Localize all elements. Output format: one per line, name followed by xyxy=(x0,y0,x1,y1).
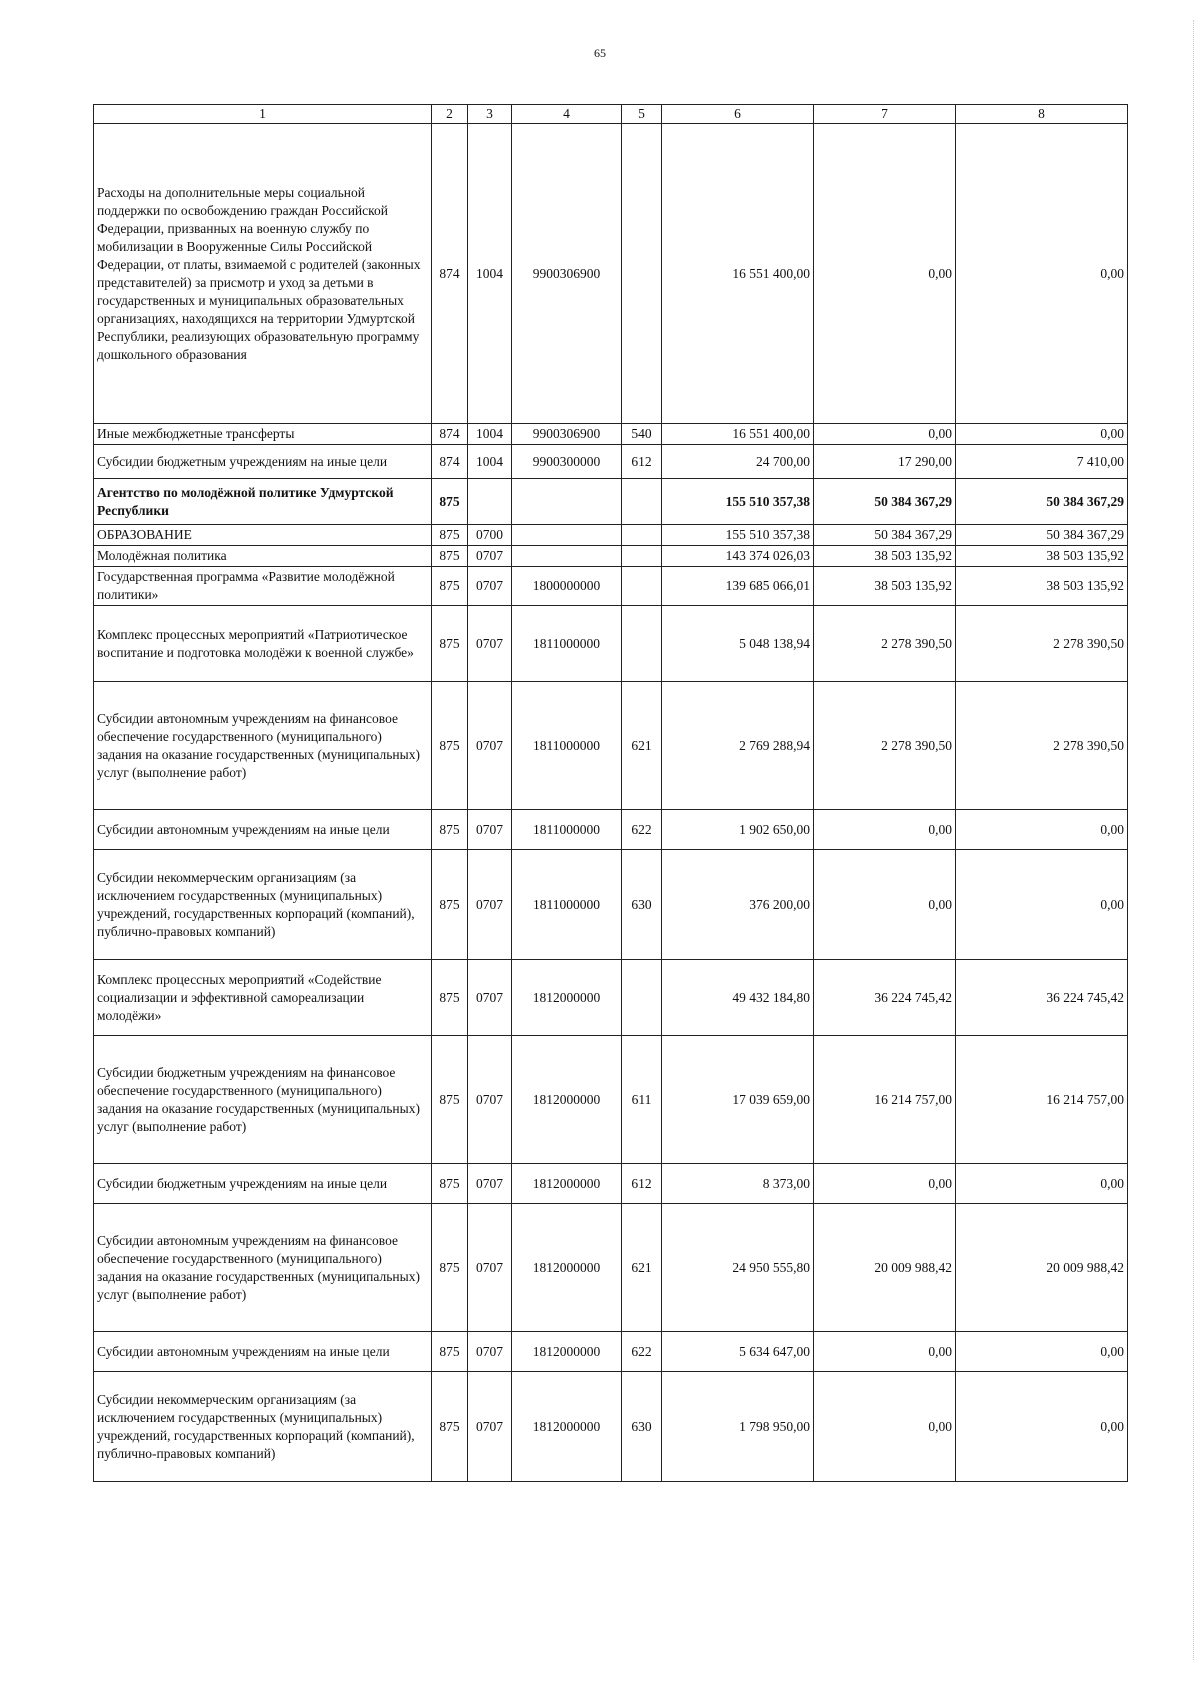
amount-1-cell: 143 374 026,03 xyxy=(662,546,814,567)
col-header: 4 xyxy=(512,105,622,124)
table-row xyxy=(94,567,1128,606)
table-row xyxy=(94,525,1128,546)
target-code-cell: 1812000000 xyxy=(512,1036,622,1164)
table-row xyxy=(94,1204,1128,1332)
amount-3-cell: 38 503 135,92 xyxy=(956,567,1128,606)
amount-2-cell: 0,00 xyxy=(814,1164,956,1204)
section-code-cell: 0707 xyxy=(468,850,512,960)
amount-3-cell: 0,00 xyxy=(956,850,1128,960)
ministry-code-cell: 875 xyxy=(432,567,468,606)
table-row xyxy=(94,1164,1128,1204)
table-row xyxy=(94,1036,1128,1164)
section-code-cell: 0707 xyxy=(468,810,512,850)
col-header: 2 xyxy=(432,105,468,124)
amount-2-cell: 17 290,00 xyxy=(814,445,956,479)
target-code-cell: 9900306900 xyxy=(512,424,622,445)
amount-2-cell: 36 224 745,42 xyxy=(814,960,956,1036)
section-code-cell: 1004 xyxy=(468,445,512,479)
amount-3-cell: 0,00 xyxy=(956,1372,1128,1482)
target-code-cell: 9900306900 xyxy=(512,124,622,424)
amount-1-cell: 5 048 138,94 xyxy=(662,606,814,682)
expense-type-cell xyxy=(622,479,662,525)
ministry-code-cell: 875 xyxy=(432,1036,468,1164)
expense-type-cell: 621 xyxy=(622,682,662,810)
col-header: 8 xyxy=(956,105,1128,124)
ministry-code-cell: 875 xyxy=(432,479,468,525)
expense-type-cell xyxy=(622,525,662,546)
section-code-cell xyxy=(468,479,512,525)
target-code-cell: 1812000000 xyxy=(512,960,622,1036)
target-code-cell: 1812000000 xyxy=(512,1164,622,1204)
expense-type-cell: 611 xyxy=(622,1036,662,1164)
row-name-cell: Субсидии автономным учреждениям на иные цели xyxy=(94,1332,432,1372)
ministry-code-cell: 874 xyxy=(432,445,468,479)
expense-type-cell: 540 xyxy=(622,424,662,445)
amount-1-cell: 139 685 066,01 xyxy=(662,567,814,606)
table-row xyxy=(94,124,1128,424)
row-name-cell: Субсидии бюджетным учреждениям на иные цели xyxy=(94,1164,432,1204)
table-row xyxy=(94,424,1128,445)
section-code-cell: 0707 xyxy=(468,1372,512,1482)
target-code-cell: 1800000000 xyxy=(512,567,622,606)
amount-1-cell: 49 432 184,80 xyxy=(662,960,814,1036)
expense-type-cell: 612 xyxy=(622,1164,662,1204)
section-code-cell: 0707 xyxy=(468,1332,512,1372)
budget-table xyxy=(93,104,1128,1482)
ministry-code-cell: 875 xyxy=(432,682,468,810)
amount-3-cell: 50 384 367,29 xyxy=(956,525,1128,546)
row-name-cell: Молодёжная политика xyxy=(94,546,432,567)
section-code-cell: 0707 xyxy=(468,960,512,1036)
amount-3-cell: 20 009 988,42 xyxy=(956,1204,1128,1332)
ministry-code-cell: 875 xyxy=(432,546,468,567)
amount-1-cell: 1 902 650,00 xyxy=(662,810,814,850)
expense-type-cell: 630 xyxy=(622,850,662,960)
table-row xyxy=(94,546,1128,567)
amount-3-cell: 36 224 745,42 xyxy=(956,960,1128,1036)
target-code-cell xyxy=(512,525,622,546)
section-code-cell: 0707 xyxy=(468,1204,512,1332)
row-name-cell: Субсидии автономным учреждениям на финансовое обеспечение государственного (муниципального) задания на оказание государственных (муниципальных) услуг (выполнение работ) xyxy=(94,682,432,810)
ministry-code-cell: 875 xyxy=(432,606,468,682)
amount-2-cell: 38 503 135,92 xyxy=(814,567,956,606)
table-row xyxy=(94,1332,1128,1372)
expense-type-cell xyxy=(622,606,662,682)
target-code-cell: 1811000000 xyxy=(512,682,622,810)
ministry-code-cell: 875 xyxy=(432,1204,468,1332)
ministry-code-cell: 875 xyxy=(432,1372,468,1482)
header-row xyxy=(94,105,1128,124)
amount-2-cell: 50 384 367,29 xyxy=(814,525,956,546)
amount-3-cell: 16 214 757,00 xyxy=(956,1036,1128,1164)
amount-2-cell: 0,00 xyxy=(814,124,956,424)
table-row xyxy=(94,960,1128,1036)
section-code-cell: 0700 xyxy=(468,525,512,546)
col-header: 3 xyxy=(468,105,512,124)
ministry-code-cell: 875 xyxy=(432,810,468,850)
amount-1-cell: 24 950 555,80 xyxy=(662,1204,814,1332)
ministry-code-cell: 875 xyxy=(432,1164,468,1204)
section-code-cell: 0707 xyxy=(468,606,512,682)
table-row xyxy=(94,682,1128,810)
expense-type-cell xyxy=(622,960,662,1036)
ministry-code-cell: 875 xyxy=(432,1332,468,1372)
row-name-cell: Иные межбюджетные трансферты xyxy=(94,424,432,445)
section-code-cell: 1004 xyxy=(468,124,512,424)
amount-1-cell: 2 769 288,94 xyxy=(662,682,814,810)
col-header: 5 xyxy=(622,105,662,124)
ministry-code-cell: 875 xyxy=(432,525,468,546)
amount-1-cell: 16 551 400,00 xyxy=(662,124,814,424)
amount-3-cell: 0,00 xyxy=(956,1164,1128,1204)
section-code-cell: 0707 xyxy=(468,546,512,567)
expense-type-cell: 622 xyxy=(622,1332,662,1372)
target-code-cell: 1811000000 xyxy=(512,850,622,960)
section-code-cell: 0707 xyxy=(468,1036,512,1164)
amount-2-cell: 20 009 988,42 xyxy=(814,1204,956,1332)
section-code-cell: 0707 xyxy=(468,1164,512,1204)
target-code-cell: 1812000000 xyxy=(512,1372,622,1482)
target-code-cell: 1811000000 xyxy=(512,606,622,682)
amount-2-cell: 16 214 757,00 xyxy=(814,1036,956,1164)
amount-2-cell: 0,00 xyxy=(814,1332,956,1372)
amount-1-cell: 155 510 357,38 xyxy=(662,479,814,525)
target-code-cell xyxy=(512,546,622,567)
amount-3-cell: 0,00 xyxy=(956,424,1128,445)
amount-3-cell: 7 410,00 xyxy=(956,445,1128,479)
expense-type-cell: 622 xyxy=(622,810,662,850)
amount-2-cell: 2 278 390,50 xyxy=(814,606,956,682)
amount-2-cell: 0,00 xyxy=(814,810,956,850)
target-code-cell: 1812000000 xyxy=(512,1204,622,1332)
amount-2-cell: 50 384 367,29 xyxy=(814,479,956,525)
col-header: 7 xyxy=(814,105,956,124)
row-name-cell: Комплекс процессных мероприятий «Содействие социализации и эффективной самореализации молодёжи» xyxy=(94,960,432,1036)
amount-2-cell: 0,00 xyxy=(814,424,956,445)
amount-3-cell: 2 278 390,50 xyxy=(956,606,1128,682)
amount-1-cell: 1 798 950,00 xyxy=(662,1372,814,1482)
amount-3-cell: 0,00 xyxy=(956,810,1128,850)
table-row xyxy=(94,1372,1128,1482)
target-code-cell: 9900300000 xyxy=(512,445,622,479)
row-name-cell: Субсидии некоммерческим организациям (за исключением государственных (муниципальных) учреждений, государственных корпораций (компаний), публично-правовых компаний) xyxy=(94,850,432,960)
amount-2-cell: 0,00 xyxy=(814,850,956,960)
ministry-code-cell: 874 xyxy=(432,124,468,424)
amount-2-cell: 2 278 390,50 xyxy=(814,682,956,810)
amount-3-cell: 0,00 xyxy=(956,124,1128,424)
amount-1-cell: 155 510 357,38 xyxy=(662,525,814,546)
section-code-cell: 0707 xyxy=(468,567,512,606)
row-name-cell: Субсидии бюджетным учреждениям на финансовое обеспечение государственного (муниципального) задания на оказание государственных (муниципальных) услуг (выполнение работ) xyxy=(94,1036,432,1164)
row-name-cell: Субсидии некоммерческим организациям (за исключением государственных (муниципальных) учреждений, государственных корпораций (компаний), публично-правовых компаний) xyxy=(94,1372,432,1482)
table-row xyxy=(94,810,1128,850)
scan-artifact xyxy=(1191,20,1194,1660)
expense-type-cell xyxy=(622,124,662,424)
expense-type-cell: 621 xyxy=(622,1204,662,1332)
row-name-cell: Субсидии бюджетным учреждениям на иные цели xyxy=(94,445,432,479)
row-name-cell: Государственная программа «Развитие молодёжной политики» xyxy=(94,567,432,606)
amount-1-cell: 8 373,00 xyxy=(662,1164,814,1204)
section-code-cell: 0707 xyxy=(468,682,512,810)
table-row xyxy=(94,850,1128,960)
expense-type-cell: 612 xyxy=(622,445,662,479)
amount-2-cell: 38 503 135,92 xyxy=(814,546,956,567)
col-header: 6 xyxy=(662,105,814,124)
table-row xyxy=(94,606,1128,682)
row-name-cell: Комплекс процессных мероприятий «Патриотическое воспитание и подготовка молодёжи к военной службе» xyxy=(94,606,432,682)
amount-3-cell: 2 278 390,50 xyxy=(956,682,1128,810)
amount-3-cell: 0,00 xyxy=(956,1332,1128,1372)
table-row xyxy=(94,479,1128,525)
amount-1-cell: 17 039 659,00 xyxy=(662,1036,814,1164)
ministry-code-cell: 874 xyxy=(432,424,468,445)
row-name-cell: Субсидии автономным учреждениям на финансовое обеспечение государственного (муниципального) задания на оказание государственных (муниципальных) услуг (выполнение работ) xyxy=(94,1204,432,1332)
expense-type-cell xyxy=(622,567,662,606)
section-code-cell: 1004 xyxy=(468,424,512,445)
row-name-cell: Субсидии автономным учреждениям на иные цели xyxy=(94,810,432,850)
amount-1-cell: 24 700,00 xyxy=(662,445,814,479)
row-name-cell: ОБРАЗОВАНИЕ xyxy=(94,525,432,546)
expense-type-cell: 630 xyxy=(622,1372,662,1482)
target-code-cell: 1812000000 xyxy=(512,1332,622,1372)
amount-2-cell: 0,00 xyxy=(814,1372,956,1482)
amount-1-cell: 5 634 647,00 xyxy=(662,1332,814,1372)
amount-1-cell: 16 551 400,00 xyxy=(662,424,814,445)
row-name-cell: Расходы на дополнительные меры социальной поддержки по освобождению граждан Российской Федерации, призванных на военную службу по мобилизации в Вооруженные Силы Российской Федерации, от платы, взимаемой с родителей (законных представителей) за присмотр и уход за детьми в государственных и муниципальных образовательных организациях, находящихся на территории Удмуртской Республики, реализующих образовательную программу дошкольного образования xyxy=(94,124,432,424)
table-row xyxy=(94,445,1128,479)
col-header: 1 xyxy=(94,105,432,124)
amount-1-cell: 376 200,00 xyxy=(662,850,814,960)
expense-type-cell xyxy=(622,546,662,567)
target-code-cell xyxy=(512,479,622,525)
page-number: 65 xyxy=(594,46,606,60)
ministry-code-cell: 875 xyxy=(432,850,468,960)
target-code-cell: 1811000000 xyxy=(512,810,622,850)
amount-3-cell: 38 503 135,92 xyxy=(956,546,1128,567)
row-name-cell: Агентство по молодёжной политике Удмуртской Республики xyxy=(94,479,432,525)
amount-3-cell: 50 384 367,29 xyxy=(956,479,1128,525)
ministry-code-cell: 875 xyxy=(432,960,468,1036)
